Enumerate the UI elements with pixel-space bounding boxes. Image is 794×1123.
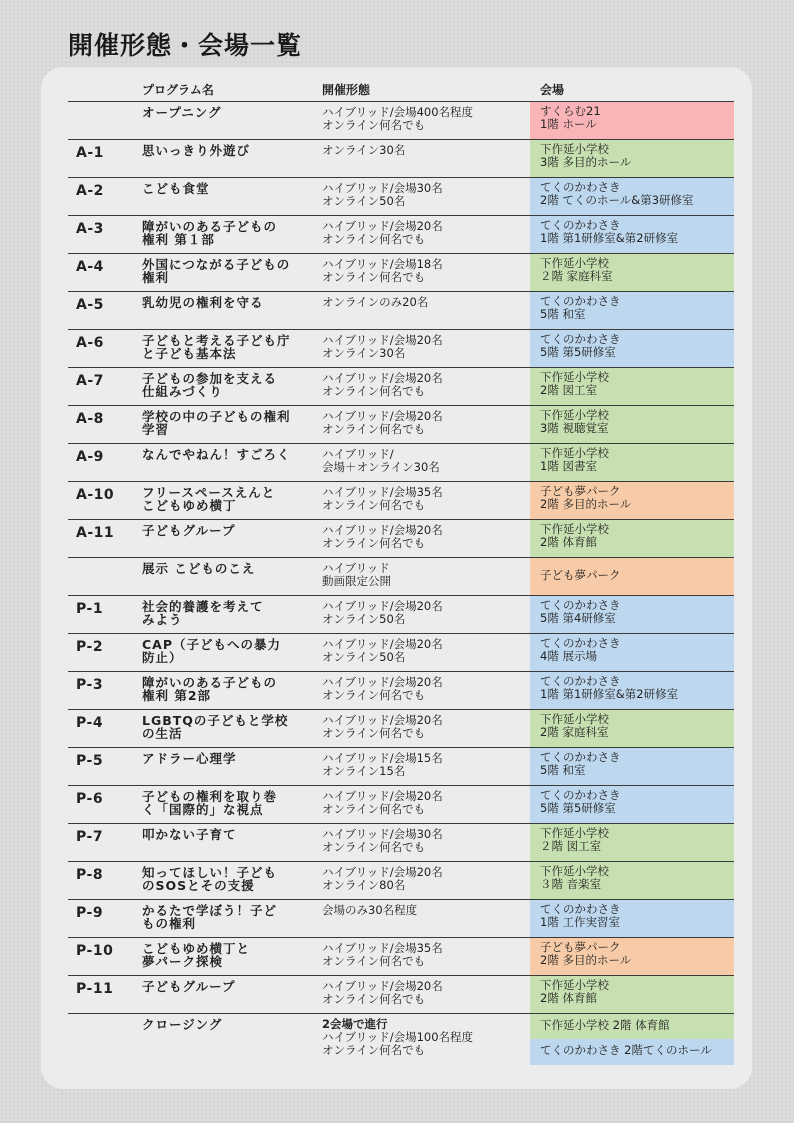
program-format: ハイブリッド/ 会場＋オンライン30名 [322,447,440,474]
program-code: A-6 [76,335,104,351]
venue-b: てくのかわさき 2階てくのホール [530,1039,734,1065]
program-code: P-1 [76,601,104,617]
table-row [68,710,734,748]
program-format: ハイブリッド/会場30名 オンライン50名 [322,181,443,208]
table-header [68,79,734,101]
table-row [68,672,734,710]
program-venue: 下作延小学校 3階 多目的ホール [530,140,734,177]
program-name: かるたで学ぼう！子ど もの権利 [142,903,278,931]
program-venue: 下作延小学校 ２階 家庭科室 [530,254,734,291]
venue-a: 下作延小学校 2階 体育館 [530,1014,734,1039]
program-venue: 下作延小学校 2階 家庭科室 [530,710,734,747]
table-row-closing [68,1014,734,1065]
program-name: オープニング [142,105,222,120]
program-code: P-5 [76,753,104,769]
program-name: CAP（子どもへの暴力 防止） [142,637,282,665]
program-name: こども食堂 [142,181,210,196]
program-name: 子どもの権利を取り巻 く「国際的」な視点 [142,789,278,817]
program-code: A-2 [76,183,104,199]
program-format: ハイブリッド/会場15名 オンライン15名 [322,751,443,778]
program-venue: 下作延小学校 1階 図書室 [530,444,734,481]
table-row [68,786,734,824]
program-venue: てくのかわさき 5階 和室 [530,292,734,329]
program-name: LGBTQの子どもと学校 の生活 [142,713,289,741]
format-note: 2会場で進行 [322,1017,388,1031]
program-format: ハイブリッド/会場20名 オンライン30名 [322,333,443,360]
program-venue: 子ども夢パーク 2階 多目的ホール [530,482,734,519]
program-name: 展示 こどものこえ [142,561,256,576]
program-code: A-4 [76,259,104,275]
program-format: オンライン30名 [322,143,406,157]
program-format: ハイブリッド/会場20名 オンライン50名 [322,637,443,664]
program-venue: てくのかわさき 1階 工作実習室 [530,900,734,937]
program-name: 障がいのある子どもの 権利 第１部 [142,219,278,247]
table-row [68,444,734,482]
program-venue: 子ども夢パーク 2階 多目的ホール [530,938,734,975]
program-venue: 下作延小学校 2階 図工室 [530,368,734,405]
program-name: 子どもグループ [142,979,236,994]
program-format: ハイブリッド/会場30名 オンライン何名でも [322,827,443,854]
program-format: ハイブリッド/会場20名 オンライン何名でも [322,675,443,702]
program-code: A-1 [76,145,104,161]
schedule-panel [41,67,752,1089]
program-format: ハイブリッド/会場20名 オンライン何名でも [322,979,443,1006]
program-code: A-5 [76,297,104,313]
table-row [68,102,734,140]
table-row [68,368,734,406]
program-code: P-11 [76,981,114,997]
table-row [68,824,734,862]
program-venue: てくのかわさき 1階 第1研修室&第2研修室 [530,672,734,709]
table-row [68,140,734,178]
program-code: P-10 [76,943,114,959]
program-name: 学校の中の子どもの権利 学習 [142,409,291,437]
program-venue: てくのかわさき 5階 和室 [530,748,734,785]
table-row [68,938,734,976]
table-row [68,406,734,444]
program-name: クロージング [142,1017,223,1032]
program-venue: てくのかわさき 5階 第5研修室 [530,786,734,823]
program-code: P-7 [76,829,104,845]
program-name: 叩かない子育て [142,827,237,842]
program-venue: てくのかわさき 1階 第1研修室&第2研修室 [530,216,734,253]
program-format: ハイブリッド/会場18名 オンライン何名でも [322,257,443,284]
program-name: 思いっきり外遊び [142,143,251,158]
table-row [68,520,734,558]
table-row [68,558,734,596]
program-table [68,101,734,1065]
table-row [68,900,734,938]
program-name: 外国につながる子どもの 権利 [142,257,291,285]
program-name: 子どもと考える子ども庁 と子ども基本法 [142,333,291,361]
program-code: A-10 [76,487,115,503]
program-format [322,1018,532,1057]
program-format: ハイブリッド/会場20名 オンライン何名でも [322,713,443,740]
program-venue: てくのかわさき 4階 展示場 [530,634,734,671]
program-code: A-7 [76,373,104,389]
program-code: P-2 [76,639,104,655]
program-code: A-3 [76,221,104,237]
program-name: アドラー心理学 [142,751,237,766]
program-venue: すくらむ21 1階 ホール [530,102,734,139]
program-venue: 下作延小学校 ２階 図工室 [530,824,734,861]
program-format: ハイブリッド/会場20名 オンライン何名でも [322,219,443,246]
program-format: オンラインのみ20名 [322,295,429,309]
program-format: ハイブリッド/会場35名 オンライン何名でも [322,941,443,968]
program-name: 子どもグループ [142,523,236,538]
header-format: 開催形態 [322,83,371,97]
program-format: ハイブリッド/会場20名 オンライン80名 [322,865,443,892]
program-name: 子どもの参加を支える 仕組みづくり [142,371,278,399]
program-venue: 下作延小学校 2階 体育館 [530,976,734,1013]
format-detail: ハイブリッド/会場100名程度 オンライン何名でも [322,1030,474,1057]
program-name: こどもゆめ横丁と 夢パーク探検 [142,941,251,969]
table-row [68,976,734,1014]
program-code: A-11 [76,525,115,541]
header-program: プログラム名 [142,83,214,97]
table-row [68,178,734,216]
program-venue: 下作延小学校 2階 体育館 [530,520,734,557]
program-venue: 子ども夢パーク [530,558,734,595]
program-code: P-3 [76,677,104,693]
program-format: ハイブリッド/会場20名 オンライン何名でも [322,409,443,436]
program-name: 知ってほしい！子ども のSOSとその支援 [142,865,278,893]
program-format: ハイブリッド/会場20名 オンライン50名 [322,599,443,626]
program-code: A-8 [76,411,104,427]
program-code: P-9 [76,905,104,921]
table-row [68,748,734,786]
program-name: 乳幼児の権利を守る [142,295,264,310]
program-code: A-9 [76,449,104,465]
program-code: P-8 [76,867,104,883]
table-row [68,292,734,330]
program-venue-split [530,1014,734,1065]
program-venue: てくのかわさき 5階 第4研修室 [530,596,734,633]
table-row [68,216,734,254]
program-name: なんでやねん！すごろく [142,447,291,462]
program-venue: てくのかわさき 5階 第5研修室 [530,330,734,367]
program-format: 会場のみ30名程度 [322,903,418,917]
program-code: P-6 [76,791,104,807]
program-venue: 下作延小学校 ３階 音楽室 [530,862,734,899]
program-name: フリースペースえんと こどもゆめ横丁 [142,485,276,513]
program-format: ハイブリッド/会場400名程度 オンライン何名でも [322,105,474,132]
header-venue: 会場 [540,83,565,97]
page-title: 開催形態・会場一覧 [68,31,303,60]
program-format: ハイブリッド 動画限定公開 [322,561,391,588]
program-format: ハイブリッド/会場20名 オンライン何名でも [322,371,443,398]
program-code: P-4 [76,715,104,731]
program-venue: てくのかわさき 2階 てくのホール&第3研修室 [530,178,734,215]
table-row [68,330,734,368]
program-format: ハイブリッド/会場20名 オンライン何名でも [322,789,443,816]
table-row [68,482,734,520]
table-row [68,634,734,672]
program-name: 障がいのある子どもの 権利 第2部 [142,675,278,703]
table-row [68,254,734,292]
program-format: ハイブリッド/会場35名 オンライン何名でも [322,485,443,512]
program-format: ハイブリッド/会場20名 オンライン何名でも [322,523,443,550]
program-name: 社会的養護を考えて みよう [142,599,264,627]
table-row [68,862,734,900]
table-row [68,596,734,634]
program-venue: 下作延小学校 3階 視聴覚室 [530,406,734,443]
